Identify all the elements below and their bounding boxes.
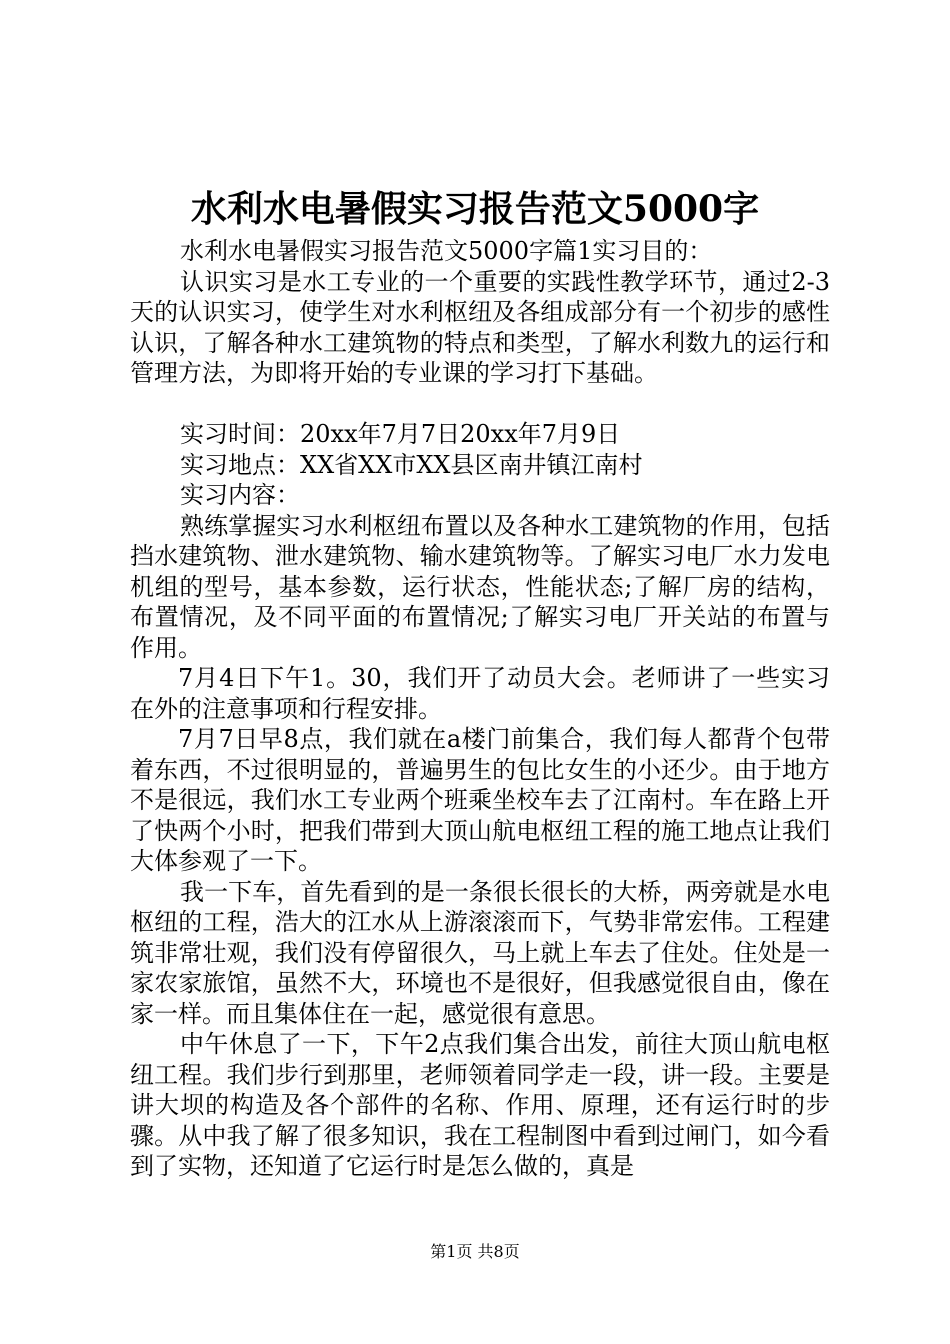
paragraph-july7: 7月7日早8点，我们就在a楼门前集合，我们每人都背个包带着东西，不过很明显的，普遍男生的包比女生的小还少。由于地方不是很远，我们水工专业两个班乘坐校车去了江南村。车在路上开了快两个小时，把我们带到大顶山航电枢纽工程的施工地点让我们大体参观了一下。 — [130, 725, 830, 875]
paragraph-content: 熟练掌握实习水利枢纽布置以及各种水工建筑物的作用，包括挡水建筑物、泄水建筑物、输水建筑物等。了解实习电厂水力发电机组的型号，基本参数，运行状态，性能状态;了解厂房的结构，布置情况，及不同平面的布置情况;了解实习电厂开关站的布置与作用。 — [130, 511, 830, 662]
paragraph-content-heading: 实习内容： — [180, 481, 300, 509]
paragraph-july4: 7月4日下午1。30，我们开了动员大会。老师讲了一些实习在外的注意事项和行程安排。 — [130, 664, 830, 723]
page-number-footer: 第1页 共8页 — [430, 1242, 520, 1261]
document-body — [130, 236, 830, 1182]
paragraph-arrival: 我一下车，首先看到的是一条很长很长的大桥，两旁就是水电枢纽的工程，浩大的江水从上游滚滚而下，气势非常宏伟。工程建筑非常壮观，我们没有停留很久，马上就上车去了住处。住处是一家农家旅馆，虽然不大，环境也不是很好，但我感觉很自由，像在家一样。而且集体住在一起，感觉很有意思。 — [130, 877, 830, 1028]
document-title: 水利水电暑假实习报告范文5000字 — [190, 188, 760, 230]
paragraph-location: 实习地点：XX省XX市XX县区南井镇江南村 — [180, 450, 643, 479]
paragraph-afternoon: 中午休息了一下，下午2点我们集合出发，前往大顶山航电枢纽工程。我们步行到那里，老师领着同学走一段，讲一段。主要是讲大坝的构造及各个部件的名称、作用、原理，还有运行时的步骤。从中我了解了很多知识，我在工程制图中看到过闸门，如今看到了实物，还知道了它运行时是怎么做的，真是 — [130, 1030, 830, 1180]
paragraph-time: 实习时间：20xx年7月7日20xx年7月9日 — [180, 420, 621, 448]
blank-line — [130, 389, 830, 420]
paragraph-intro: 水利水电暑假实习报告范文5000字篇1实习目的： — [180, 237, 713, 265]
paragraph-purpose: 认识实习是水工专业的一个重要的实践性教学环节，通过2-3天的认识实习，使学生对水利枢纽及各组成部分有一个初步的感性认识，了解各种水工建筑物的特点和类型，了解水利数九的运行和管理方法，为即将开始的专业课的学习打下基础。 — [130, 267, 830, 387]
